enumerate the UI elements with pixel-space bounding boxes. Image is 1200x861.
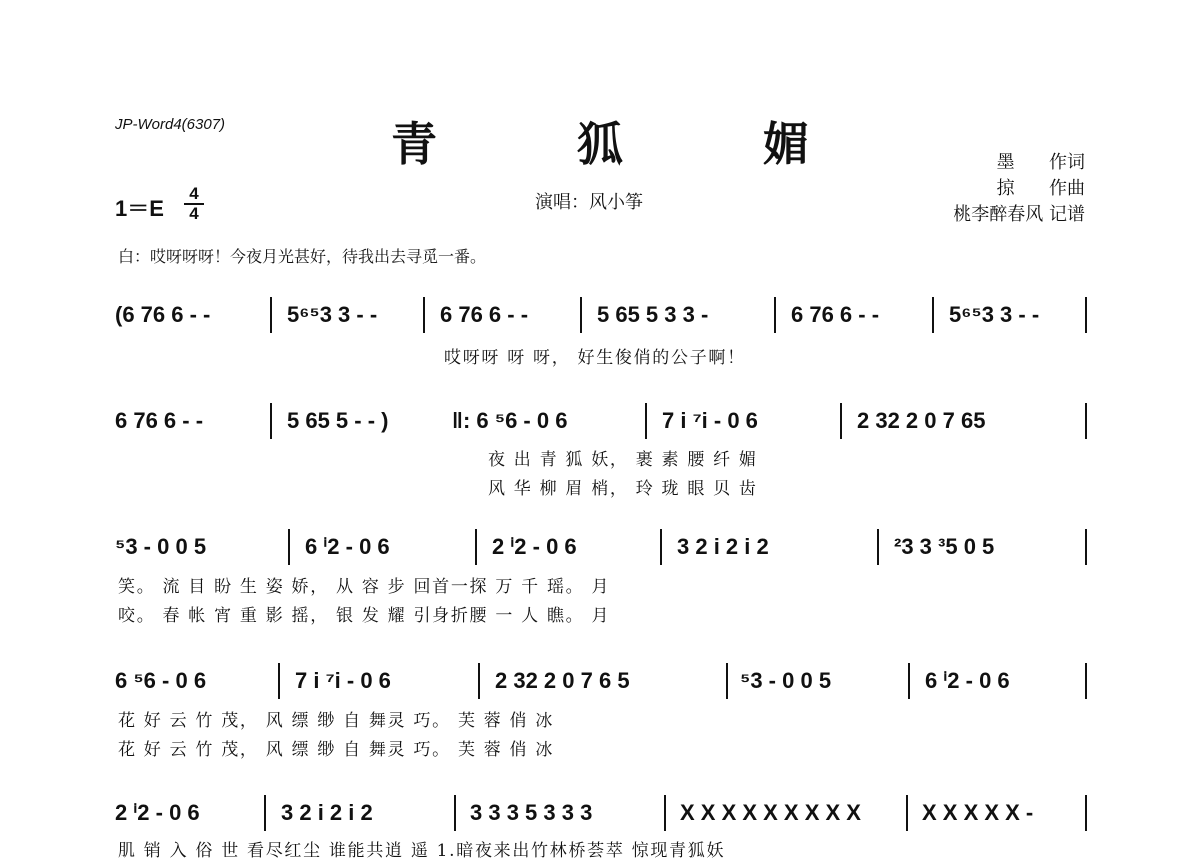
staff-5-measure-1: 2 ⁱ2 - 0 6 [115, 800, 200, 825]
barline [580, 297, 582, 333]
staff-1-measure-5: 6 76 6 - - [791, 302, 880, 327]
staff-5-measure-4: X X X X X X X X X [680, 800, 861, 825]
barline [270, 297, 272, 333]
staff-2-measure-2: 5 65 5 - - ) [287, 408, 389, 433]
staff-4-measure-5: 6 ⁱ2 - 0 6 [925, 668, 1010, 693]
barline [278, 663, 280, 699]
song-title: 青 狐 媚 [390, 117, 872, 171]
barline [1085, 795, 1087, 831]
barline [1085, 663, 1087, 699]
staff-1-lyric: 哎呀呀 呀 呀， 好生俊俏的公子啊！ [444, 348, 746, 368]
time-signature [184, 186, 204, 222]
staff-4-measure-4: ⁵3 - 0 0 5 [740, 668, 832, 693]
transcriber-credit: 桃李醉春风 记谱 [953, 204, 1085, 225]
barline [726, 663, 728, 699]
staff-5-measure-5: X X X X X - [922, 800, 1034, 825]
staff-3-measure-1: ⁵3 - 0 0 5 [115, 534, 207, 559]
credits [953, 150, 1085, 228]
composer-credit: 掠 作曲 [996, 178, 1085, 199]
barline [475, 529, 477, 565]
staff-1-measure-4: 5 65 5 3 3 - [597, 302, 709, 327]
staff-4-lyric-verse-2: 花 好 云 竹 茂， 风 缥 缈 自 舞灵 巧。 芙 蓉 俏 冰 [118, 740, 555, 760]
staff-4-lyric-verse-1: 花 好 云 竹 茂， 风 缥 缈 自 舞灵 巧。 芙 蓉 俏 冰 [118, 711, 555, 731]
barline [840, 403, 842, 439]
barline [478, 663, 480, 699]
barline [908, 663, 910, 699]
barline [932, 297, 934, 333]
meter-bottom: 4 [189, 204, 199, 223]
staff-5-lyric: 肌 销 入 俗 世 看尽红尘 谁能共逍 遥 1.暗夜来出竹林桥荟萃 惊现青狐妖 [118, 841, 726, 861]
staff-2-measure-5: 2 32 2 0 7 65 [857, 408, 986, 433]
singer-label: 演唱：风小筝 [535, 192, 643, 213]
barline [774, 297, 776, 333]
barline [660, 529, 662, 565]
staff-4-measure-3: 2 32 2 0 7 6 5 [495, 668, 630, 693]
staff-1-measure-1: (6 76 6 - - [115, 302, 211, 327]
barline [264, 795, 266, 831]
staff-2-lyric-verse-2: 风 华 柳 眉 梢， 玲 珑 眼 贝 齿 [488, 479, 758, 499]
staff-3-lyric-verse-2: 咬。 春 帐 宵 重 影 摇， 银 发 耀 引身折腰 一 人 瞧。 月 [118, 606, 611, 626]
staff-3-measure-5: ²3 3 ³5 0 5 [894, 534, 995, 559]
staff-3-measure-2: 6 ⁱ2 - 0 6 [305, 534, 390, 559]
staff-2-measure-1: 6 76 6 - - [115, 408, 204, 433]
staff-3-measure-4: 3 2 i 2 i 2 [677, 534, 769, 559]
barline [1085, 297, 1087, 333]
barline [645, 403, 647, 439]
staff-5-measure-3: 3 3 3 5 3 3 3 [470, 800, 593, 825]
barline [664, 795, 666, 831]
barline [270, 403, 272, 439]
meter-top: 4 [189, 184, 199, 203]
staff-4-measure-1: 6 ⁵6 - 0 6 [115, 668, 207, 693]
staff-5-measure-2: 3 2 i 2 i 2 [281, 800, 373, 825]
barline [906, 795, 908, 831]
barline [423, 297, 425, 333]
barline [1085, 529, 1087, 565]
staff-2-measure-3: ‖: 6 ⁵6 - 0 6 [452, 408, 568, 433]
barline [288, 529, 290, 565]
source-label: JP-Word4(6307) [115, 116, 226, 133]
staff-1-measure-2: 5⁶⁵3 3 - - [287, 302, 378, 327]
lyricist-credit: 墨 作词 [996, 152, 1085, 173]
staff-4-measure-2: 7 i ⁷i - 0 6 [295, 668, 391, 693]
staff-3-measure-3: 2 ⁱ2 - 0 6 [492, 534, 577, 559]
key-signature: 1＝E [115, 196, 164, 221]
staff-1-measure-3: 6 76 6 - - [440, 302, 529, 327]
barline [454, 795, 456, 831]
barline [1085, 403, 1087, 439]
staff-3-lyric-verse-1: 笑。 流 目 盼 生 姿 娇， 从 容 步 回首一探 万 千 瑶。 月 [118, 577, 611, 597]
staff-1-measure-6: 5⁶⁵3 3 - - [949, 302, 1040, 327]
barline [877, 529, 879, 565]
staff-2-lyric-verse-1: 夜 出 青 狐 妖， 裹 素 腰 纤 媚 [488, 450, 758, 470]
staff-2-measure-4: 7 i ⁷i - 0 6 [662, 408, 758, 433]
intro-dialogue: 白：哎呀呀呀！今夜月光甚好，待我出去寻觅一番。 [118, 247, 487, 266]
